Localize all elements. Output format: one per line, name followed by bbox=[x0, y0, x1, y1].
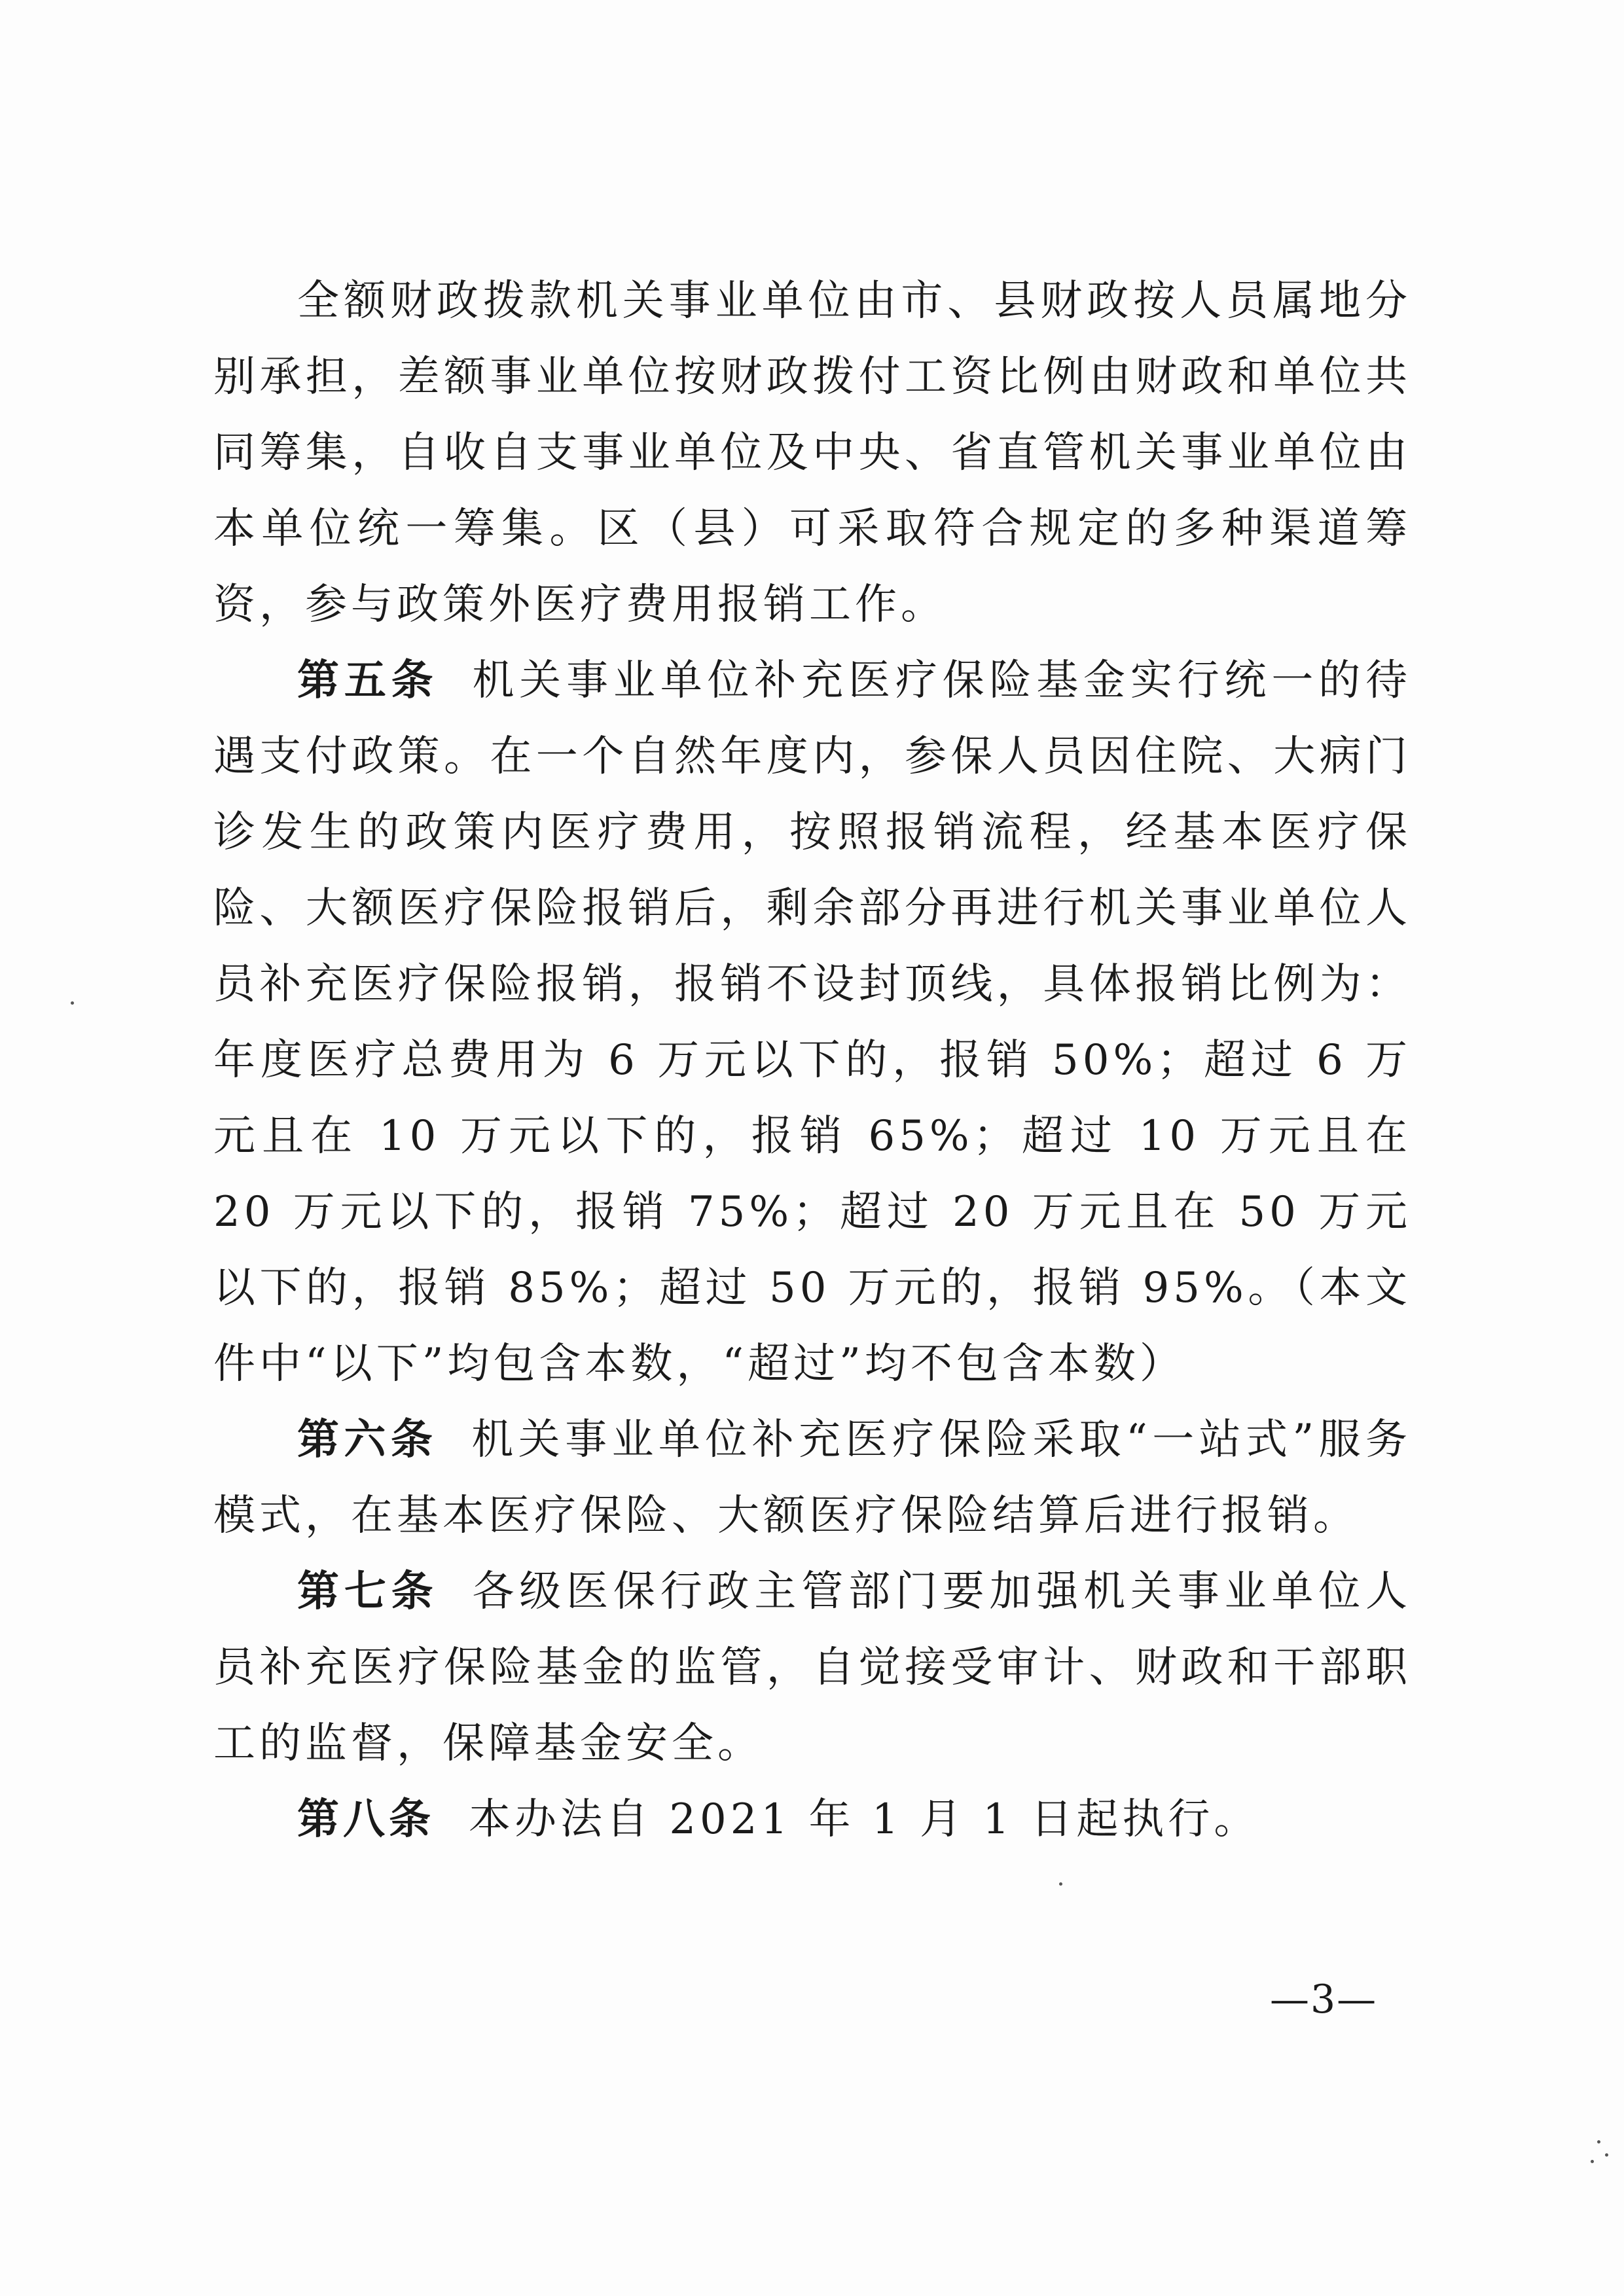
paragraph-text: 各级医保行政主管部门要加强机关事业单位人员补充医疗保险基金的监管，自觉接受审计、财政和干部职工的监督，保障基金安全。 bbox=[213, 1568, 1412, 1768]
scan-speck bbox=[1059, 1882, 1062, 1886]
paragraph-text: 全额财政拨款机关事业单位由市、县财政按人员属地分别承担，差额事业单位按财政拨付工资比例由财政和单位共同筹集，自收自支事业单位及中央、省直管机关事业单位由本单位统一筹集。区（县）可采取符合规定的多种渠道筹资，参与政策外医疗费用报销工作。 bbox=[213, 277, 1411, 629]
page-number: —3— bbox=[1270, 1977, 1378, 2022]
article-label: 第七条 bbox=[297, 1567, 439, 1616]
paragraph-text: 本办法自 2021 年 1 月 1 日起执行。 bbox=[469, 1795, 1260, 1844]
article-label: 第六条 bbox=[297, 1415, 438, 1464]
paragraph-funding bbox=[213, 263, 1411, 643]
paragraph-article-5 bbox=[213, 643, 1411, 1402]
paragraph-article-6 bbox=[213, 1402, 1411, 1554]
paragraph-article-7 bbox=[213, 1554, 1411, 1782]
scan-speck bbox=[1597, 2140, 1600, 2144]
article-label: 第八条 bbox=[297, 1795, 435, 1844]
document-body bbox=[213, 263, 1411, 1857]
scan-speck bbox=[1591, 2160, 1594, 2163]
article-label: 第五条 bbox=[297, 656, 439, 705]
paragraph-article-8 bbox=[213, 1782, 1411, 1857]
scan-speck bbox=[71, 1001, 74, 1005]
scan-speck bbox=[1605, 2153, 1608, 2157]
paragraph-text: 机关事业单位补充医疗保险基金实行统一的待遇支付政策。在一个自然年度内，参保人员因住院、大病门诊发生的政策内医疗费用，按照报销流程，经基本医疗保险、大额医疗保险报销后，剩余部分再进行机关事业单位人员补充医疗保险报销，报销不设封顶线，具体报销比例为：年度医疗总费用为 6 万元以下的，报销 50%；超过 6 万元且在 10 万元以下的，报销 65%；超过 10 万元且在 20 万元以下的，报销 75%；超过 20 万元且在 50 万元以下的，报销 85%；超过 50 万元的，报销 95%。（本文件中“以下”均包含本数，“超过”均不包含本数） bbox=[213, 656, 1412, 1388]
paragraph-text: 机关事业单位补充医疗保险采取“一站式”服务模式，在基本医疗保险、大额医疗保险结算后进行报销。 bbox=[213, 1416, 1412, 1540]
